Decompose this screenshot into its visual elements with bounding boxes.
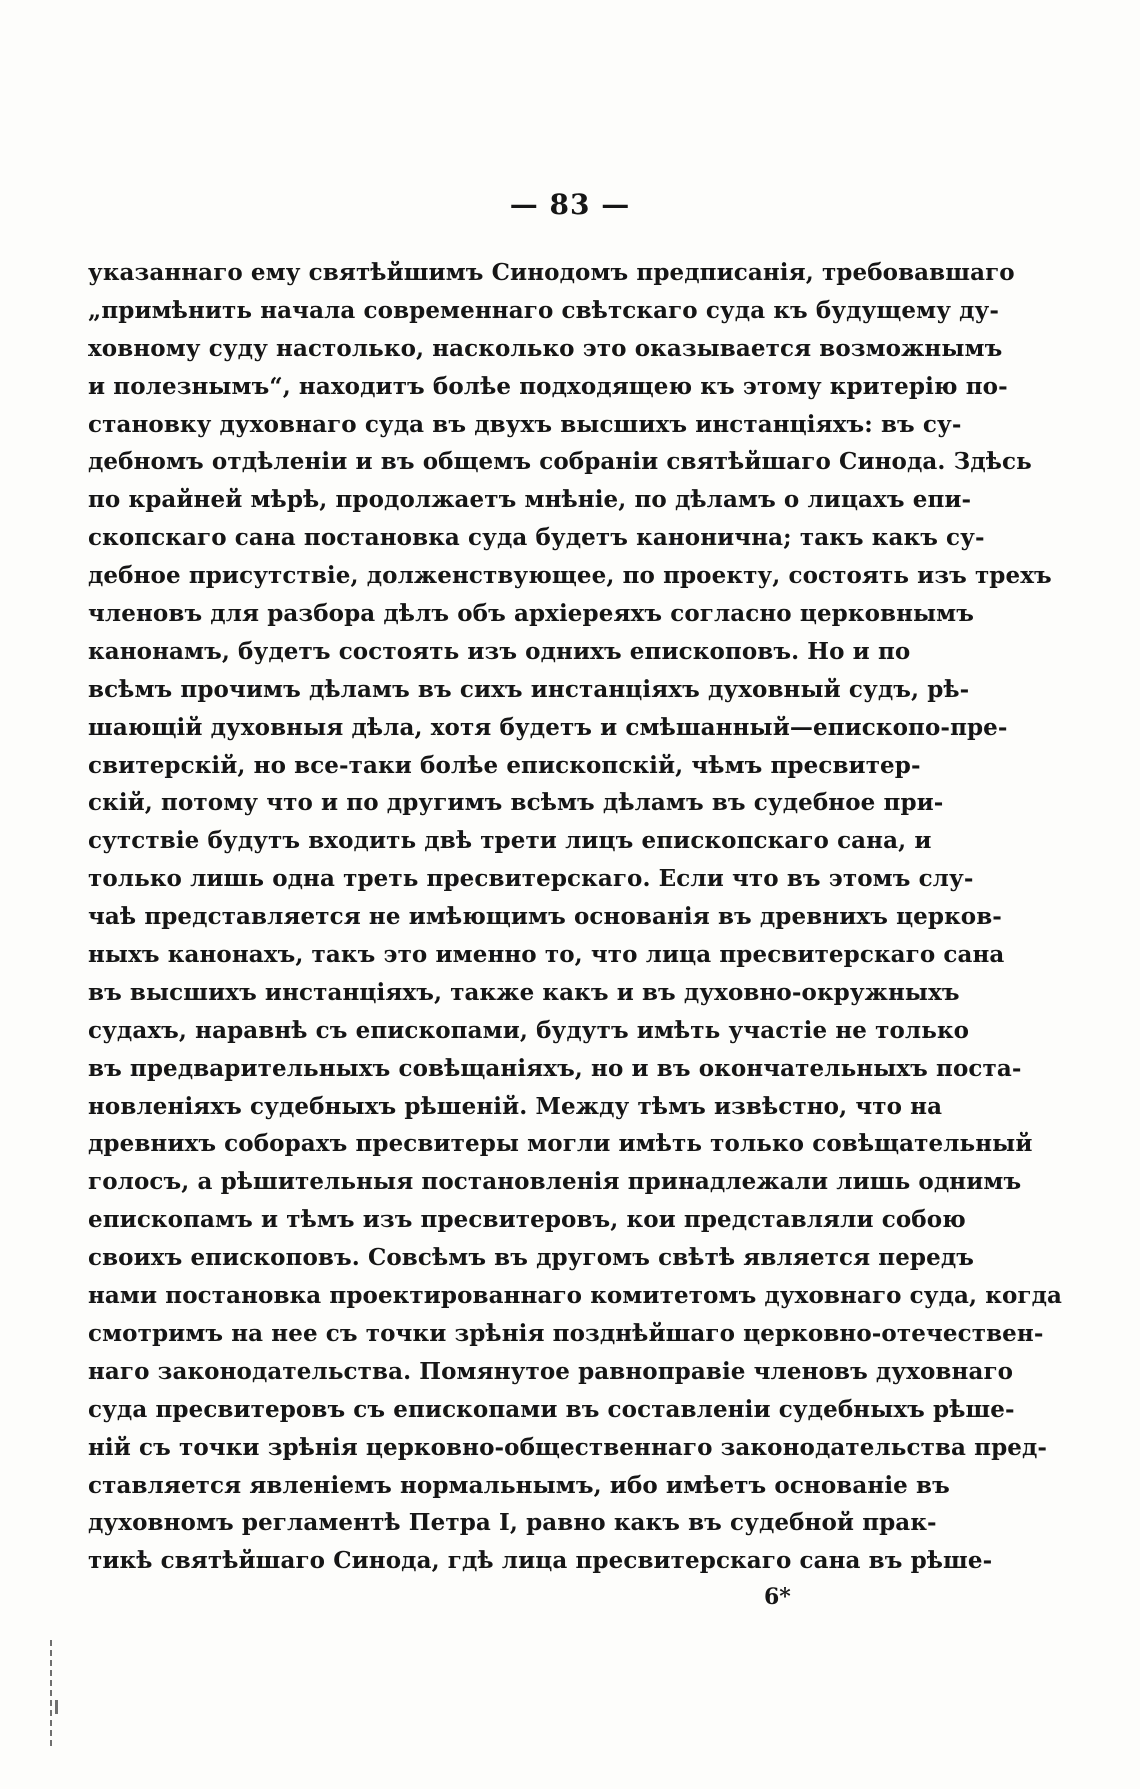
text-line: свитерскій, но все-таки болѣе епископскій, чѣмъ пресвитер- (88, 751, 921, 779)
text-line: чаѣ представляется не имѣющимъ основанія въ древнихъ церков- (88, 903, 1002, 931)
scan-edge-dot (55, 1700, 58, 1714)
text-line: ховному суду настолько, насколько это оказывается возможнымъ (88, 334, 1003, 362)
text-line: тикѣ святѣйшаго Синода, гдѣ лица пресвитерскаго сана въ рѣше- (88, 1547, 993, 1575)
text-line: дебномъ отдѣленіи и въ общемъ собраніи святѣйшаго Синода. Здѣсь (88, 448, 1032, 476)
text-line: епископамъ и тѣмъ изъ пресвитеровъ, кои представляли собою (88, 1206, 966, 1234)
text-line: шающій духовныя дѣла, хотя будетъ и смѣшанный—епископо-пре- (88, 713, 1008, 741)
text-line: всѣмъ прочимъ дѣламъ въ сихъ инстанціяхъ духовный судъ, рѣ- (88, 675, 970, 703)
signature-mark: 6* (764, 1584, 791, 1610)
text-line: духовномъ регламентѣ Петра I, равно какъ въ судебной прак- (88, 1509, 937, 1537)
text-line: ставляется явленіемъ нормальнымъ, ибо имѣетъ основаніе въ (88, 1471, 950, 1499)
text-line: по крайней мѣрѣ, продолжаетъ мнѣніе, по дѣламъ о лицахъ епи- (88, 486, 972, 514)
text-line: голосъ, а рѣшительныя постановленія принадлежали лишь однимъ (88, 1168, 1022, 1196)
text-line: членовъ для разбора дѣлъ объ архіереяхъ согласно церковнымъ (88, 600, 975, 628)
text-line: наго законодательства. Помянутое равноправіе членовъ духовнаго (88, 1357, 1014, 1385)
text-line: „примѣнить начала современнаго свѣтскаго суда къ будущему ду- (88, 296, 1000, 324)
body-text (88, 254, 1063, 1580)
text-line: смотримъ на нее съ точки зрѣнія позднѣйшаго церковно-отечествен- (88, 1319, 1044, 1347)
text-line: ныхъ канонахъ, такъ это именно то, что лица пресвитерскаго сана (88, 941, 1005, 969)
text-line: новленіяхъ судебныхъ рѣшеній. Между тѣмъ извѣстно, что на (88, 1092, 943, 1120)
text-line: дебное присутствіе, долженствующее, по проекту, состоять изъ трехъ (88, 562, 1052, 590)
text-line: суда пресвитеровъ съ епископами въ составленіи судебныхъ рѣше- (88, 1395, 1015, 1423)
text-line: сутствіе будутъ входить двѣ трети лицъ епископскаго сана, и (88, 827, 932, 855)
text-line: ній съ точки зрѣнія церковно-общественнаго законодательства пред- (88, 1433, 1048, 1461)
text-line: нами постановка проектированнаго комитетомъ духовнаго суда, когда (88, 1282, 1063, 1310)
text-line: своихъ епископовъ. Совсѣмъ въ другомъ свѣтѣ является передъ (88, 1244, 975, 1272)
text-line: указаннаго ему святѣйшимъ Синодомъ предписанія, требовавшаго (88, 259, 1015, 286)
text-line: только лишь одна треть пресвитерскаго. Если что въ этомъ слу- (88, 865, 974, 893)
text-line: становку духовнаго суда въ двухъ высшихъ инстанціяхъ: въ су- (88, 410, 962, 438)
scan-edge-marks (50, 1640, 52, 1750)
text-line: скій, потому что и по другимъ всѣмъ дѣламъ въ судебное при- (88, 789, 944, 817)
text-line: судахъ, наравнѣ съ епископами, будутъ имѣть участіе не только (88, 1016, 970, 1044)
text-line: канонамъ, будетъ состоять изъ однихъ епископовъ. Но и по (88, 637, 911, 665)
text-line: въ высшихъ инстанціяхъ, также какъ и въ духовно-окружныхъ (88, 978, 960, 1006)
text-line: древнихъ соборахъ пресвитеры могли имѣть только совѣщательный (88, 1130, 1033, 1158)
text-line: въ предварительныхъ совѣщаніяхъ, но и въ окончательныхъ поста- (88, 1054, 1022, 1082)
text-line: скопскаго сана постановка суда будетъ канонична; такъ какъ су- (88, 524, 985, 552)
page-number: — 83 — (509, 188, 631, 221)
text-line: и полезнымъ“, находитъ болѣе подходящею къ этому критерію по- (88, 372, 1008, 400)
